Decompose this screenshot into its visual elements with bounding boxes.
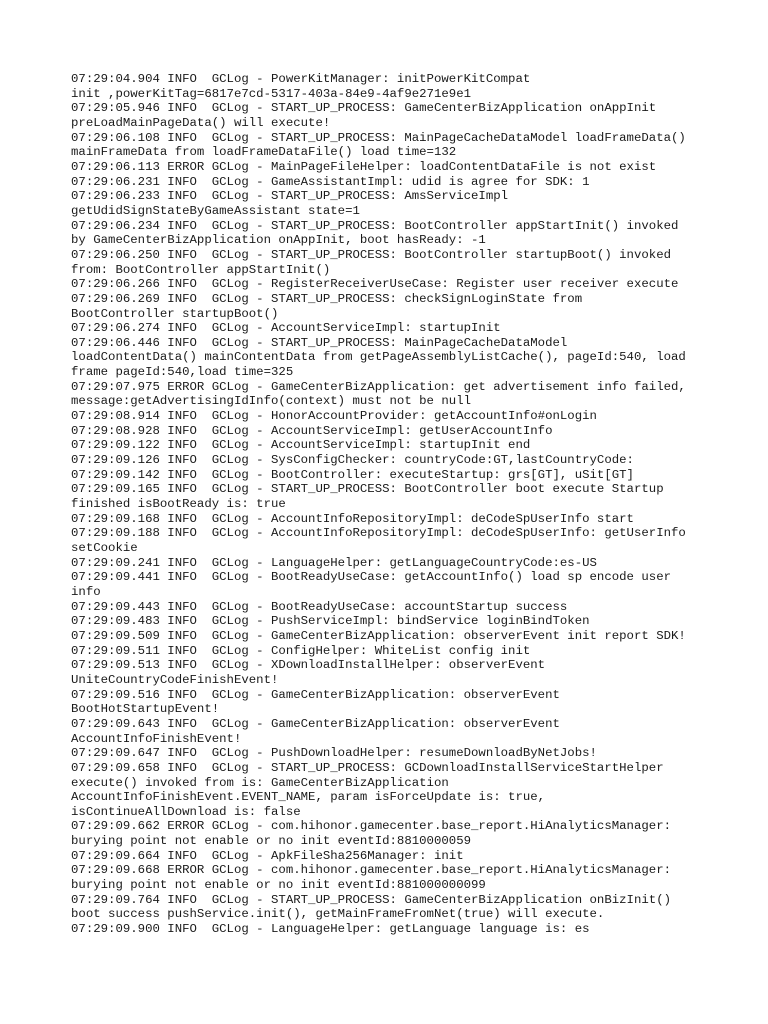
log-line: AccountInfoFinishEvent.EVENT_NAME, param isForceUpdate is: true, — [71, 790, 546, 805]
log-line: finished isBootReady is: true — [71, 497, 286, 512]
log-line: 07:29:09.509 INFO GCLog - GameCenterBizApplication: observerEvent init report SDK! — [71, 628, 686, 643]
log-line: isContinueAllDownload is: false — [71, 804, 301, 819]
log-line: info — [71, 584, 101, 599]
log-line: 07:29:08.928 INFO GCLog - AccountServiceImpl: getUserAccountInfo — [71, 423, 553, 438]
log-line: 07:29:09.900 INFO GCLog - LanguageHelper: getLanguage language is: es — [71, 922, 590, 937]
log-line: execute() invoked from is: GameCenterBizApplication — [71, 775, 449, 790]
log-line: 07:29:09.122 INFO GCLog - AccountServiceImpl: startupInit end — [71, 438, 531, 453]
log-line: getUdidSignStateByGameAssistant state=1 — [71, 203, 360, 218]
log-line: 07:29:09.483 INFO GCLog - PushServiceImpl: bindService loginBindToken — [71, 614, 590, 629]
log-line: 07:29:09.241 INFO GCLog - LanguageHelper: getLanguageCountryCode:es-US — [71, 555, 597, 570]
log-line: 07:29:09.647 INFO GCLog - PushDownloadHelper: resumeDownloadByNetJobs! — [71, 746, 597, 761]
log-line: preLoadMainPageData() will execute! — [71, 115, 331, 130]
log-line: message:getAdvertisingIdInfo(context) must not be null — [71, 394, 472, 409]
log-line: BootHotStartupEvent! — [71, 702, 220, 717]
log-line: 07:29:07.975 ERROR GCLog - GameCenterBizApplication: get advertisement info failed, — [71, 379, 686, 394]
log-line: boot success pushService.init(), getMainFrameFromNet(true) will execute. — [71, 907, 605, 922]
log-line: from: BootController appStartInit() — [71, 262, 331, 277]
log-line: 07:29:06.113 ERROR GCLog - MainPageFileHelper: loadContentDataFile is not exist — [71, 159, 657, 174]
log-line: 07:29:09.764 INFO GCLog - START_UP_PROCESS: GameCenterBizApplication onBizInit() — [71, 892, 672, 907]
log-line: 07:29:09.658 INFO GCLog - START_UP_PROCESS: GCDownloadInstallServiceStartHelper — [71, 760, 664, 775]
log-line: loadContentData() mainContentData from getPageAssemblyListCache(), pageId:540, load — [71, 350, 686, 365]
log-line: 07:29:09.441 INFO GCLog - BootReadyUseCase: getAccountInfo() load sp encode user — [71, 570, 672, 585]
log-line: 07:29:06.250 INFO GCLog - START_UP_PROCESS: BootController startupBoot() invoked — [71, 247, 672, 262]
log-line: 07:29:05.946 INFO GCLog - START_UP_PROCESS: GameCenterBizApplication onAppInit — [71, 101, 657, 116]
log-line: 07:29:06.269 INFO GCLog - START_UP_PROCESS: checkSignLoginState from — [71, 291, 583, 306]
log-line: 07:29:09.664 INFO GCLog - ApkFileSha256Manager: init — [71, 848, 464, 863]
log-line: 07:29:09.662 ERROR GCLog - com.hihonor.gamecenter.base_report.HiAnalyticsManager: — [71, 819, 672, 834]
log-line: mainFrameData from loadFrameDataFile() load time=132 — [71, 145, 457, 160]
log-line: 07:29:09.513 INFO GCLog - XDownloadInstallHelper: observerEvent — [71, 658, 546, 673]
log-line: burying point not enable or no init eventId:881000000099 — [71, 878, 486, 893]
log-line: 07:29:06.233 INFO GCLog - START_UP_PROCESS: AmsServiceImpl — [71, 189, 509, 204]
log-line: 07:29:09.188 INFO GCLog - AccountInfoRepositoryImpl: deCodeSpUserInfo: getUserInfo — [71, 526, 686, 541]
log-line: 07:29:09.511 INFO GCLog - ConfigHelper: WhiteList config init — [71, 643, 531, 658]
log-line: 07:29:09.165 INFO GCLog - START_UP_PROCESS: BootController boot execute Startup — [71, 482, 664, 497]
log-line: frame pageId:540,load time=325 — [71, 365, 294, 380]
log-line: 07:29:06.234 INFO GCLog - START_UP_PROCESS: BootController appStartInit() invoked — [71, 218, 679, 233]
log-line: 07:29:09.668 ERROR GCLog - com.hihonor.gamecenter.base_report.HiAnalyticsManager: — [71, 863, 672, 878]
log-line: setCookie — [71, 541, 138, 555]
log-line: AccountInfoFinishEvent! — [71, 731, 242, 746]
log-line: BootController startupBoot() — [71, 306, 279, 321]
log-line: 07:29:09.516 INFO GCLog - GameCenterBizApplication: observerEvent — [71, 687, 560, 702]
log-line: 07:29:06.446 INFO GCLog - START_UP_PROCESS: MainPageCacheDataModel — [71, 335, 568, 350]
log-line: 07:29:08.914 INFO GCLog - HonorAccountProvider: getAccountInfo#onLogin — [71, 409, 597, 424]
log-text-block — [71, 72, 711, 937]
log-line: 07:29:09.643 INFO GCLog - GameCenterBizApplication: observerEvent — [71, 716, 560, 731]
log-line: 07:29:09.142 INFO GCLog - BootController: executeStartup: grs[GT], uSit[GT] — [71, 467, 634, 482]
log-line: 07:29:09.126 INFO GCLog - SysConfigChecker: countryCode:GT,lastCountryCode: — [71, 453, 634, 468]
log-line: burying point not enable or no init eventId:8810000059 — [71, 834, 472, 849]
log-line: init ,powerKitTag=6817e7cd-5317-403a-84e9-4af9e271e9e1 — [71, 86, 472, 101]
log-line: 07:29:04.904 INFO GCLog - PowerKitManager: initPowerKitCompat — [71, 72, 531, 86]
log-line: 07:29:06.266 INFO GCLog - RegisterReceiverUseCase: Register user receiver execute — [71, 277, 679, 292]
log-line: 07:29:06.274 INFO GCLog - AccountServiceImpl: startupInit — [71, 321, 501, 336]
log-line: 07:29:09.443 INFO GCLog - BootReadyUseCase: accountStartup success — [71, 599, 568, 614]
log-line: 07:29:06.108 INFO GCLog - START_UP_PROCESS: MainPageCacheDataModel loadFrameData() — [71, 130, 686, 145]
log-line: UniteCountryCodeFinishEvent! — [71, 672, 279, 687]
log-line: 07:29:06.231 INFO GCLog - GameAssistantImpl: udid is agree for SDK: 1 — [71, 174, 590, 189]
log-line: by GameCenterBizApplication onAppInit, boot hasReady: -1 — [71, 233, 486, 248]
log-line: 07:29:09.168 INFO GCLog - AccountInfoRepositoryImpl: deCodeSpUserInfo start — [71, 511, 634, 526]
